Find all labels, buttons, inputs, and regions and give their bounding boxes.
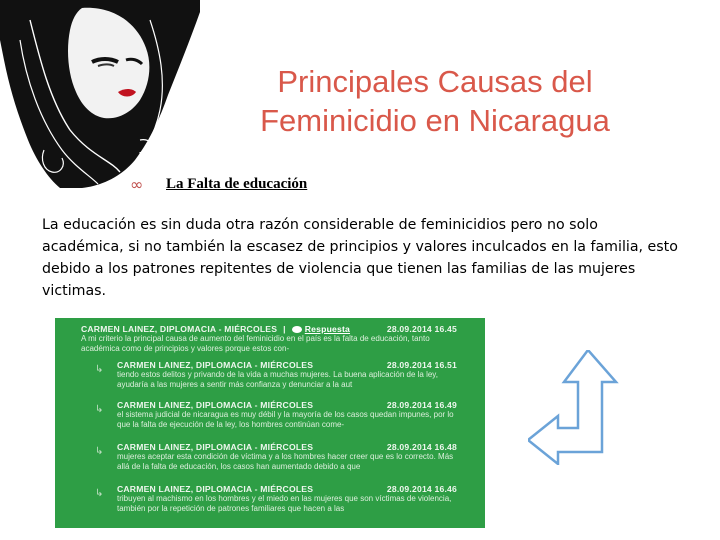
comment-date: 28.09.2014 16.46: [386, 484, 457, 494]
comment-text: mujeres aceptar esta condición de víctima y a los hombres hacer creer que es lo correcto. Más allá de la falta de educación, los casos han aumentado debido a que: [117, 452, 454, 471]
bullet-text: La Falta de educación: [166, 175, 308, 192]
comment-author: CARMEN LAINEZ, DIPLOMACIA - MIÉRCOLES: [117, 400, 314, 410]
comment-author: CARMEN LAINEZ, DIPLOMACIA - MIÉRCOLES: [117, 360, 314, 370]
infinity-bullet-icon: ∞: [130, 174, 144, 194]
comment-entry: [117, 442, 457, 471]
up-left-arrow-icon: [528, 350, 688, 465]
comment-text: tribuyen al machismo en los hombres y el miedo en las mujeres que son víctimas de violencia, también por la repetición de patrones familiares que hacen a las: [117, 494, 452, 513]
reply-arrow-icon: ↳: [95, 364, 104, 375]
comment-entry: [117, 400, 457, 429]
comment-text: tiendo estos delitos y privando de la vida a muchas mujeres. La buena aplicación de la ley, ayudaría a las mujeres a sentir más confianza y denunciar a la aut: [117, 370, 438, 389]
body-paragraph: La educación es sin duda otra razón considerable de feminicidios pero no solo académica, si no también la escasez de principios y valores inculcados en la familia, esto debido a los patrones repitentes de violencia que tienen las familias de las mujeres victimas.: [42, 217, 678, 299]
reply-arrow-icon: ↳: [95, 488, 104, 499]
reply-arrow-icon: ↳: [95, 404, 104, 415]
comment-entry: [117, 484, 457, 513]
comment-author: CARMEN LAINEZ, DIPLOMACIA - MIÉRCOLES: [117, 442, 314, 452]
comment-author: CARMEN LAINEZ, DIPLOMACIA - MIÉRCOLES: [117, 484, 314, 494]
comment-entry: [117, 360, 457, 389]
comment-date: 28.09.2014 16.48: [386, 442, 457, 452]
bullet-item: [130, 172, 307, 196]
comment-date: 28.09.2014 16.51: [386, 360, 457, 370]
comment-date: 28.09.2014 16.49: [386, 400, 457, 410]
comment-text: el sistema judicial de nicaragua es muy débil y la mayoría de los casos quedan impunes, por lo que la falta de ejecución de la ley, los hombres continúan come-: [117, 410, 454, 429]
comment-separator: |: [283, 324, 286, 334]
reply-link[interactable]: [292, 324, 350, 334]
reply-label: Respuesta: [304, 324, 351, 334]
speech-bubble-icon: [292, 326, 302, 333]
slide-title: [205, 62, 665, 140]
woman-silhouette-illustration: [0, 0, 200, 190]
comment-text: A mi criterio la principal causa de aumento del feminicidio en el país es la falta de educación, tanto académica como de principios y valores porque estos con-: [81, 334, 430, 353]
title-line-1: Principales Causas del: [277, 64, 593, 99]
comment-author: CARMEN LAINEZ, DIPLOMACIA - MIÉRCOLES: [81, 324, 278, 334]
reply-arrow-icon: ↳: [95, 446, 104, 457]
comment-date: 28.09.2014 16.45: [386, 324, 457, 334]
title-line-2: Feminicidio en Nicaragua: [260, 103, 610, 138]
comments-panel: [55, 318, 485, 528]
comment-entry: [81, 324, 457, 353]
